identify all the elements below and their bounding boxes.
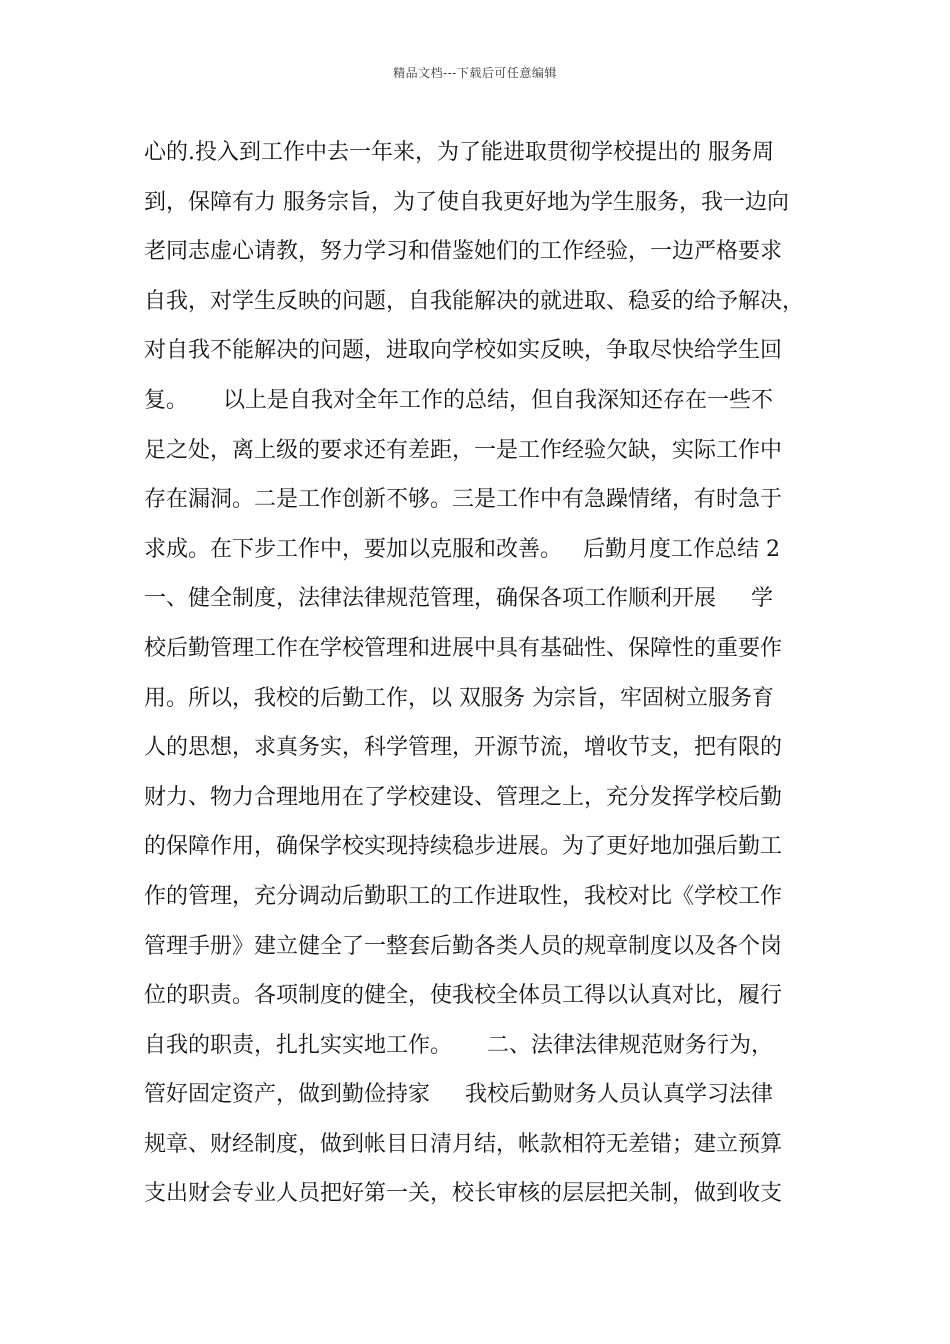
text-line: 对自我不能解决的问题，进取向学校如实反映，争取尽快给学生回 — [144, 338, 783, 364]
text-line: 到，保障有力 服务宗旨，为了使自我更好地为学生服务，我一边向 — [144, 189, 789, 215]
text-line: 支出财会专业人员把好第一关，校长审核的层层把关制，做到收支 — [144, 1181, 783, 1207]
text-line: 自我的职责，扎扎实实地工作。 二、法律法律规范财务行为， — [144, 1032, 773, 1058]
text-line: 管好固定资产，做到勤俭持家 我校后勤财务人员认真学习法律 — [144, 1082, 773, 1108]
text-line: 位的职责。各项制度的健全，使我校全体员工得以认真对比，履行 — [144, 983, 783, 1009]
text-line: 规章、财经制度，做到帐目日清月结，帐款相符无差错；建立预算 — [144, 1131, 783, 1157]
text-line: 管理手册》建立健全了一整套后勤各类人员的规章制度以及各个岗 — [144, 933, 783, 959]
text-line: 校后勤管理工作在学校管理和进展中具有基础性、保障性的重要作 — [144, 635, 783, 661]
text-line: 人的思想，求真务实，科学管理，开源节流，增收节支，把有限的 — [144, 735, 783, 761]
text-line: 的保障作用，确保学校实现持续稳步进展。为了更好地加强后勤工 — [144, 834, 783, 860]
document-body — [144, 128, 824, 1219]
text-line: 求成。在下步工作中，要加以克服和改善。 后勤月度工作总结 2 — [144, 536, 780, 562]
text-line: 心的.投入到工作中去一年来，为了能进取贯彻学校提出的 服务周 — [144, 140, 774, 165]
text-line: 用。所以，我校的后勤工作，以 双服务 为宗旨，牢固树立服务育 — [144, 685, 774, 711]
text-line: 复。 以上是自我对全年工作的总结，但自我深知还存在一些不 — [144, 387, 773, 413]
text-line: 自我，对学生反映的问题，自我能解决的就进取、稳妥的给予解决， — [144, 288, 805, 314]
text-line: 作的管理，充分调动后勤职工的工作进取性，我校对比《学校工作 — [144, 883, 783, 909]
page-header: 精品文档---下载后可任意编辑 — [393, 66, 557, 80]
text-line: 老同志虚心请教，努力学习和借鉴她们的工作经验，一边严格要求 — [144, 239, 783, 265]
text-line: 一、健全制度，法律法律规范管理，确保各项工作顺利开展 学 — [144, 586, 773, 612]
text-line: 足之处，离上级的要求还有差距，一是工作经验欠缺，实际工作中 — [144, 437, 783, 463]
text-line: 存在漏洞。二是工作创新不够。三是工作中有急躁情绪，有时急于 — [144, 487, 783, 513]
text-line: 财力、物力合理地用在了学校建设、管理之上，充分发挥学校后勤 — [144, 784, 783, 810]
